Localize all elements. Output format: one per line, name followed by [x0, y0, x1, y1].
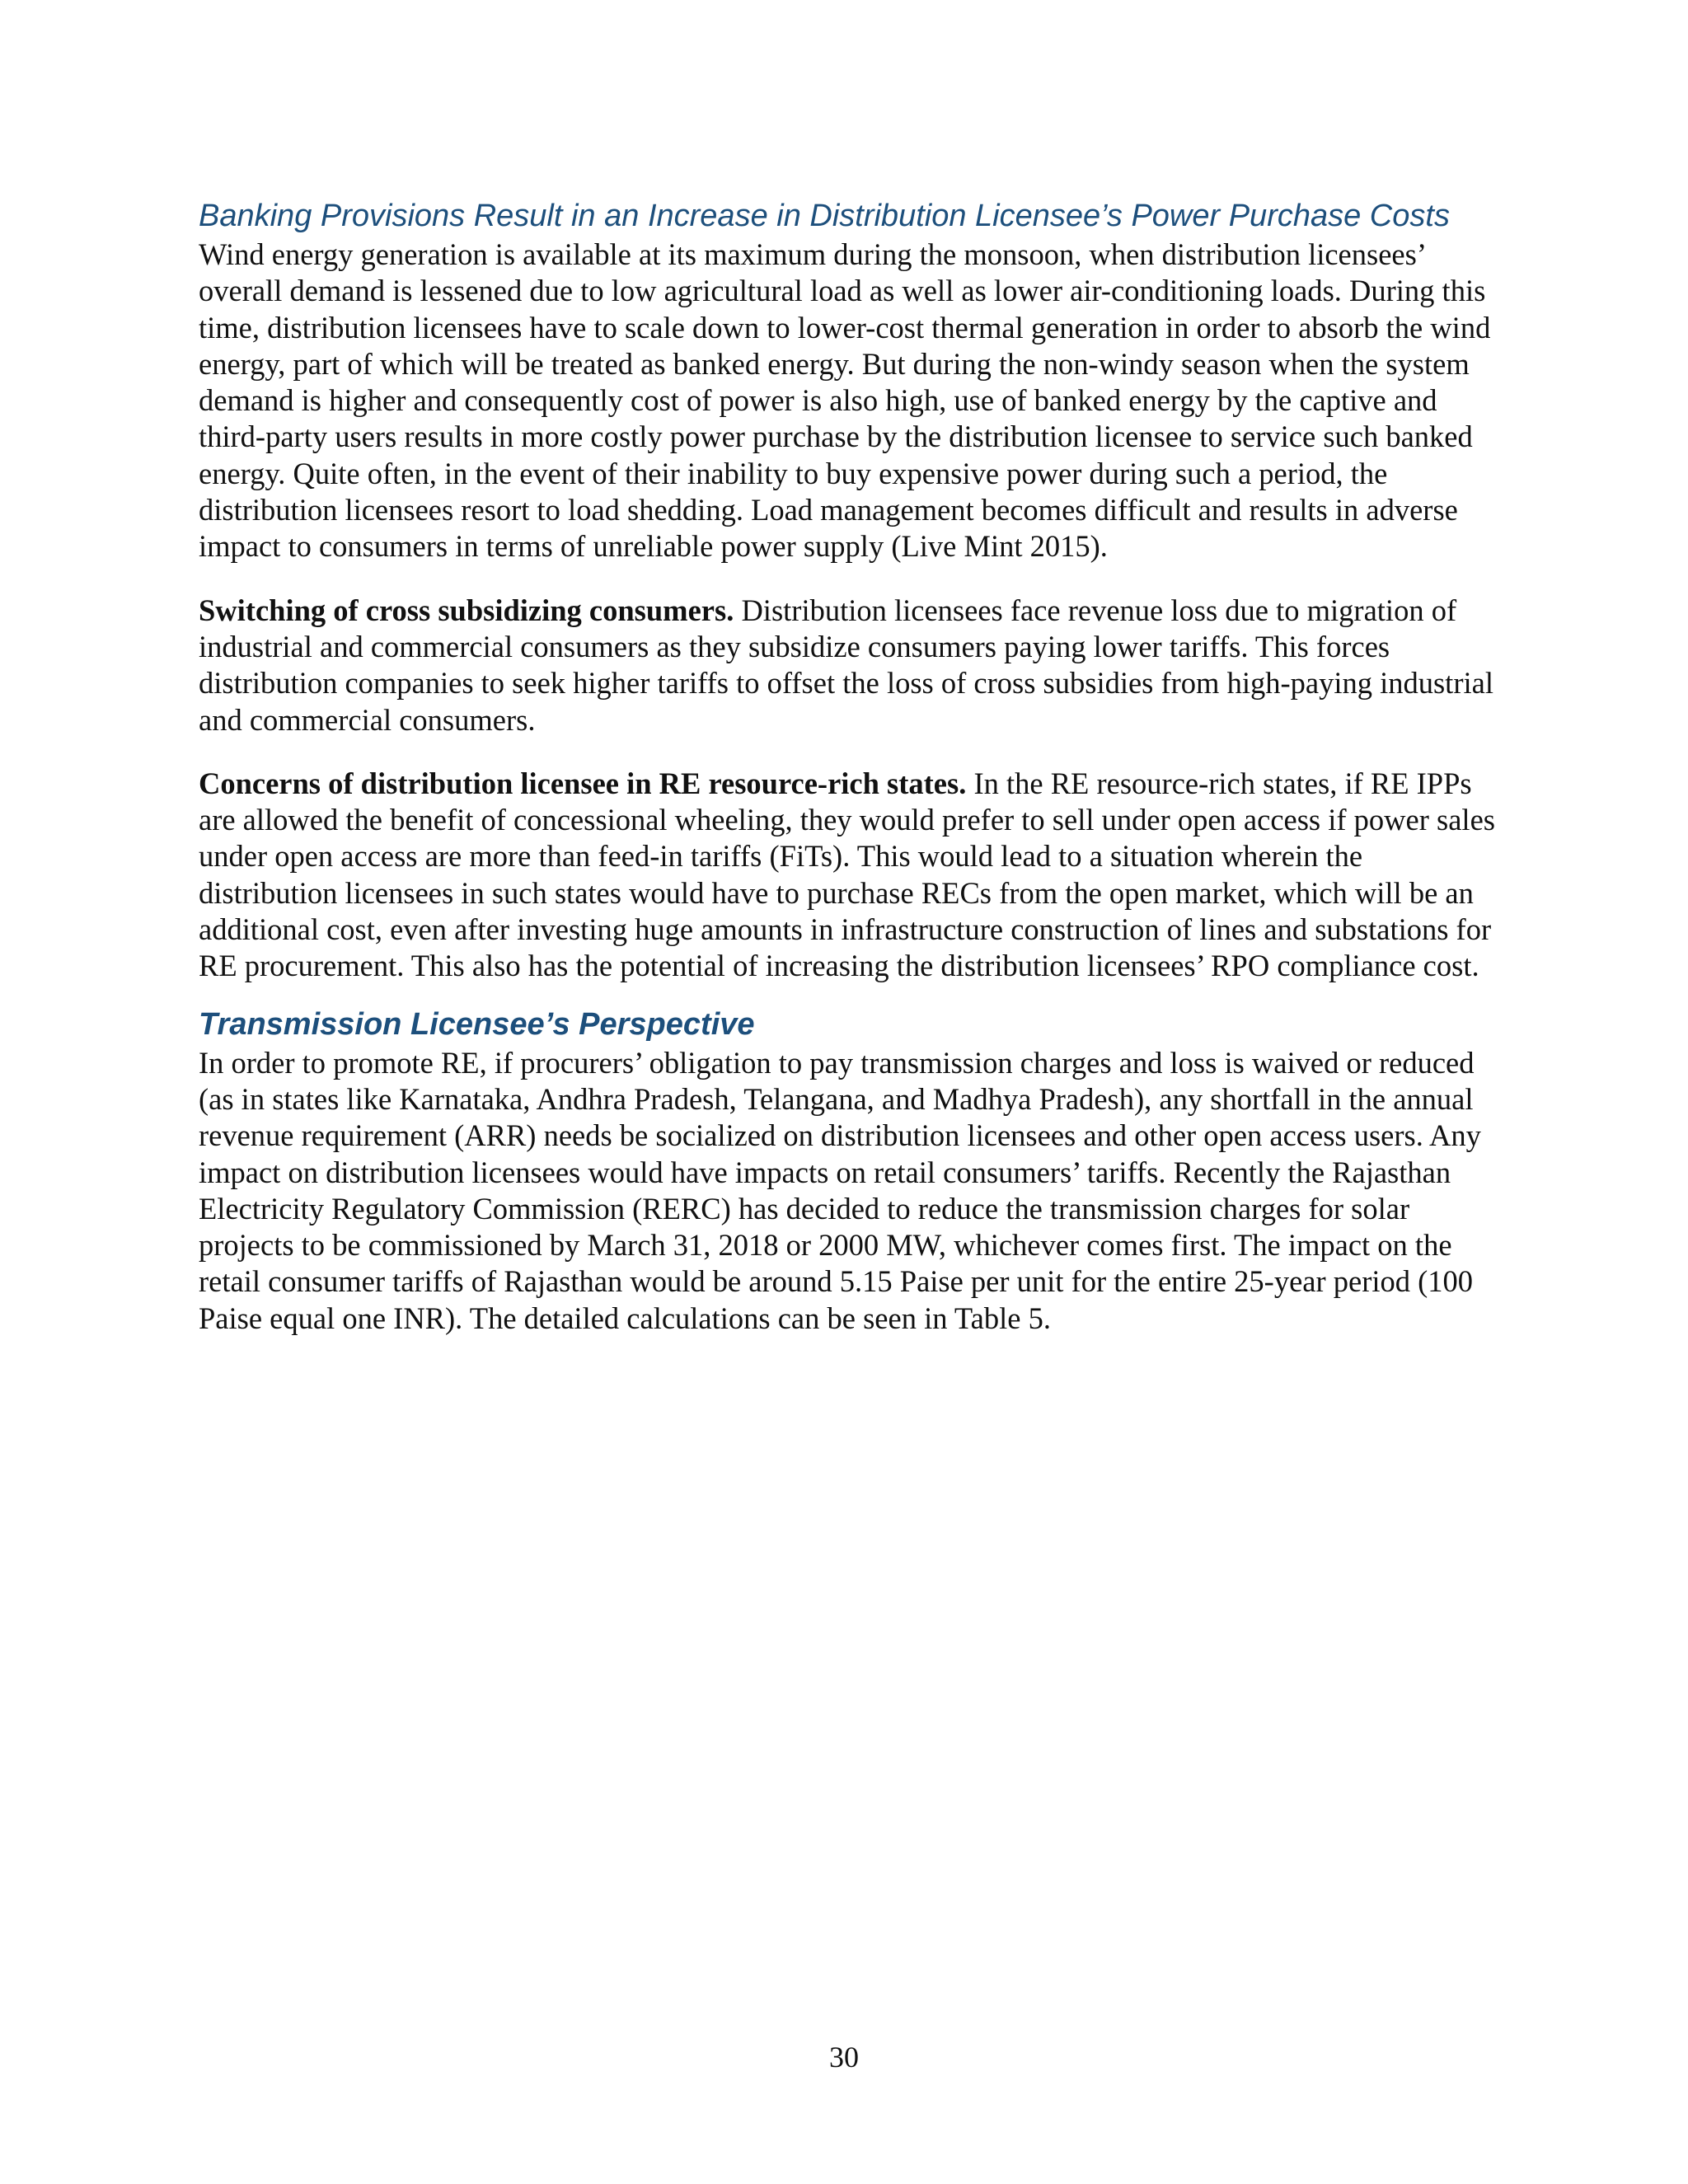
- transmission-heading: Transmission Licensee’s Perspective: [199, 1006, 755, 1042]
- banking-paragraph: Wind energy generation is available at its maximum during the monsoon, when distribution licensees’ overall demand is lessened due to low agricultural load as well as lower air-conditioning loads. During this time, distribution licensees have to scale down to lower-cost thermal generation in order to absorb the wind energy, part of which will be treated as banked energy. But during the non-windy season when the system demand is higher and consequently cost of power is also high, use of banked energy by the captive and third-party users results in more costly power purchase by the distribution licensee to service such banked energy. Quite often, in the event of their inability to buy expensive power during such a period, the distribution licensees resort to load shedding. Load management becomes difficult and results in adverse impact to consumers in terms of unreliable power supply (Live Mint 2015).: [199, 237, 1491, 564]
- switching-lead: Switching of cross subsidizing consumers.: [199, 593, 734, 627]
- switching-text: Distribution licensees face revenue loss due to migration of industrial and commercial consumers as they subsidize consumers paying lower tariffs. This forces distribution companies to seek higher tariffs to offset the loss of cross subsidies from high-paying industrial and commercial consumers.: [199, 593, 1493, 737]
- document-body: [199, 198, 1501, 1337]
- switching-paragraph: [199, 593, 1501, 738]
- banking-heading: Banking Provisions Result in an Increase in Distribution Licensee’s Power Purchase Costs: [199, 199, 1450, 233]
- page-number: 30: [829, 2041, 859, 2074]
- concerns-lead: Concerns of distribution licensee in RE resource-rich states.: [199, 766, 967, 800]
- concerns-text: In the RE resource-rich states, if RE IPPs are allowed the benefit of concessional wheeling, they would prefer to sell under open access if power sales under open access are more than feed-in tariffs (FiTs). This would lead to a situation wherein the distribution licensees in such states would have to purchase RECs from the open market, which will be an additional cost, even after investing huge amounts in infrastructure construction of lines and substations for RE procurement. This also has the potential of increasing the distribution licensees’ RPO compliance cost.: [199, 766, 1495, 983]
- concerns-paragraph: [199, 766, 1501, 985]
- transmission-paragraph: In order to promote RE, if procurers’ obligation to pay transmission charges and loss is waived or reduced (as in states like Karnataka, Andhra Pradesh, Telangana, and Madhya Pradesh), any shortfall in the annual revenue requirement (ARR) needs be socialized on distribution licensees and other open access users. Any impact on distribution licensees would have impacts on retail consumers’ tariffs. Recently the Rajasthan Electricity Regulatory Commission (RERC) has decided to reduce the transmission charges for solar projects to be commissioned by March 31, 2018 or 2000 MW, whichever comes first. The impact on the retail consumer tariffs of Rajasthan would be around 5.15 Paise per unit for the entire 25-year period (100 Paise equal one INR). The detailed calculations can be seen in Table 5.: [199, 1045, 1481, 1335]
